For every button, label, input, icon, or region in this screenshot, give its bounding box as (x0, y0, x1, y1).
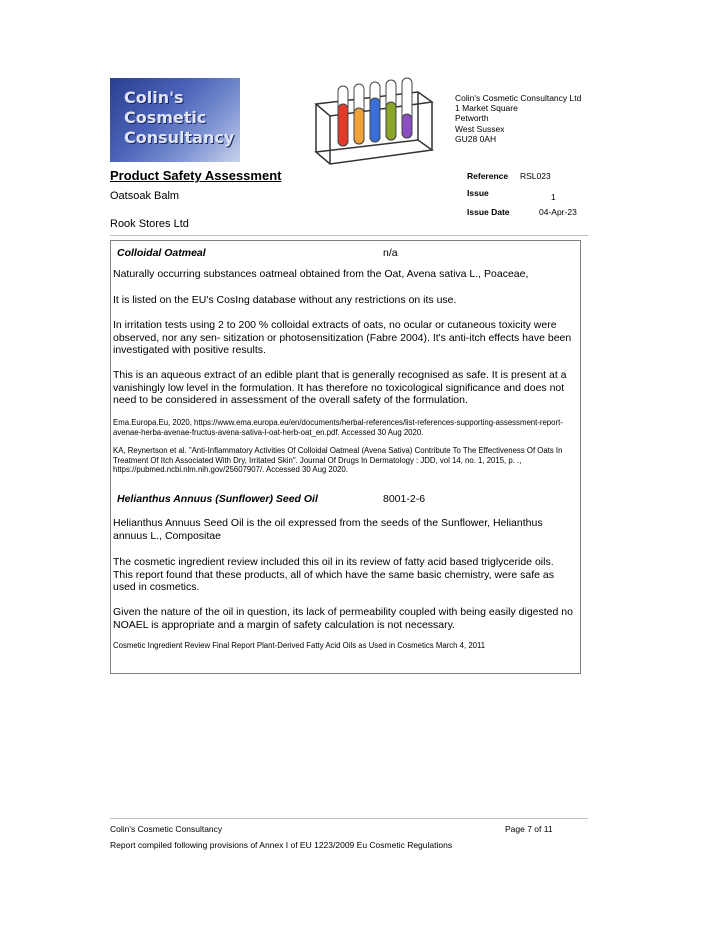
reference-citation: Cosmetic Ingredient Review Final Report Plant-Derived Fatty Acid Oils as Used in Cosmetics March 4, 2011 (113, 641, 486, 650)
address-line: West Sussex (455, 123, 505, 134)
footer-company: Colin's Cosmetic Consultancy (110, 824, 223, 834)
footer-divider (110, 818, 588, 819)
product-name: Oatsoak Balm (110, 190, 180, 202)
ingredient-name: Helianthus Annuus (Sunflower) Seed Oil (117, 493, 318, 505)
ingredient-code: 8001-2-6 (383, 493, 426, 505)
reference-label: Reference (467, 171, 509, 181)
ingredient-paragraph: It is listed on the EU's CosIng database without any restrictions on its use. (113, 294, 457, 306)
ingredient-paragraph: In irritation tests using 2 to 200 % colloidal extracts of oats, no ocular or cutaneous toxicity were observed, nor any sen- sitization or photosensitization (Fabre 2004). It's anti-itch effects have been investigated with positive results. (113, 319, 572, 357)
regulation-note: Report compiled following provisions of Annex I of EU 1223/2009 Eu Cosmetic Regulations (110, 840, 453, 850)
address-line: GU28 0AH (455, 133, 497, 144)
header-divider (110, 235, 588, 236)
logo-line: Colin's (124, 88, 184, 107)
issue-label: Issue (467, 188, 489, 198)
issue-date-value: 04-Apr-23 (539, 207, 577, 217)
ingredient-paragraph: Helianthus Annuus Seed Oil is the oil expressed from the seeds of the Sunflower, Helianthus annuus L., Compositae (113, 517, 543, 542)
ingredient-paragraph: The cosmetic ingredient review included this oil in its review of fatty acid based triglyceride oils. This report found that these products, all of which have the same basic chemistry, were safe as used in cosmetics. (113, 556, 555, 594)
company-logo (110, 78, 240, 162)
logo-line: Consultancy (124, 128, 235, 147)
page-number: Page 7 of 11 (505, 824, 553, 834)
ingredient-paragraph: Naturally occurring substances oatmeal obtained from the Oat, Avena sativa L., Poaceae, (113, 268, 529, 280)
ingredient-name: Colloidal Oatmeal (117, 247, 206, 259)
address-line: Petworth (455, 113, 489, 124)
issue-date-label: Issue Date (467, 207, 510, 217)
ingredient-paragraph: Given the nature of the oil in question, its lack of permeability coupled with being easily digested no NOAEL is appropriate and a margin of safety calculation is not necessary. (113, 606, 573, 631)
address-line: 1 Market Square (455, 103, 518, 114)
reference-citation: Ema.Europa.Eu, 2020, https://www.ema.europa.eu/en/documents/herbal-references/list-references-supporting-assessment-report-avenae-herba-avenae-fructus-avena-sativa-l-oat-herb-oat_en.pdf. Accessed 30 Aug 2020. (113, 418, 563, 437)
reference-citation: KA, Reynertson et al. "Anti-Inflammatory Activities Of Colloidal Oatmeal (Avena Sativa) Contribute To The Effectiveness Of Oats In Treatment Of Itch Associated With Dry, Irritated Skin". Journal Of Drugs In Dermatology : JDD, vol 14, no. 1, 2015, p. ., https://pubmed.ncbi.nlm.nih.gov/25607907/. Accessed 30 Aug 2020. (113, 446, 563, 475)
ingredient-code: n/a (383, 247, 398, 259)
issue-value: 1 (551, 192, 556, 202)
reference-value: RSL023 (520, 171, 551, 181)
company-address (455, 93, 581, 144)
logo-text (124, 88, 234, 148)
address-line: Colin's Cosmetic Consultancy Ltd (455, 93, 582, 103)
ingredient-paragraph: This is an aqueous extract of an edible plant that is generally recognised as safe. It is present at a vanishingly low level in the formulation. It has therefore no toxicological significance and does not need to be considered in assessment of the overall safety of the formulation. (113, 369, 567, 407)
logo-line: Cosmetic (124, 108, 207, 127)
document-title: Product Safety Assessment (110, 168, 282, 183)
test-tube-rack-image (308, 74, 438, 174)
client-company: Rook Stores Ltd (110, 218, 189, 230)
